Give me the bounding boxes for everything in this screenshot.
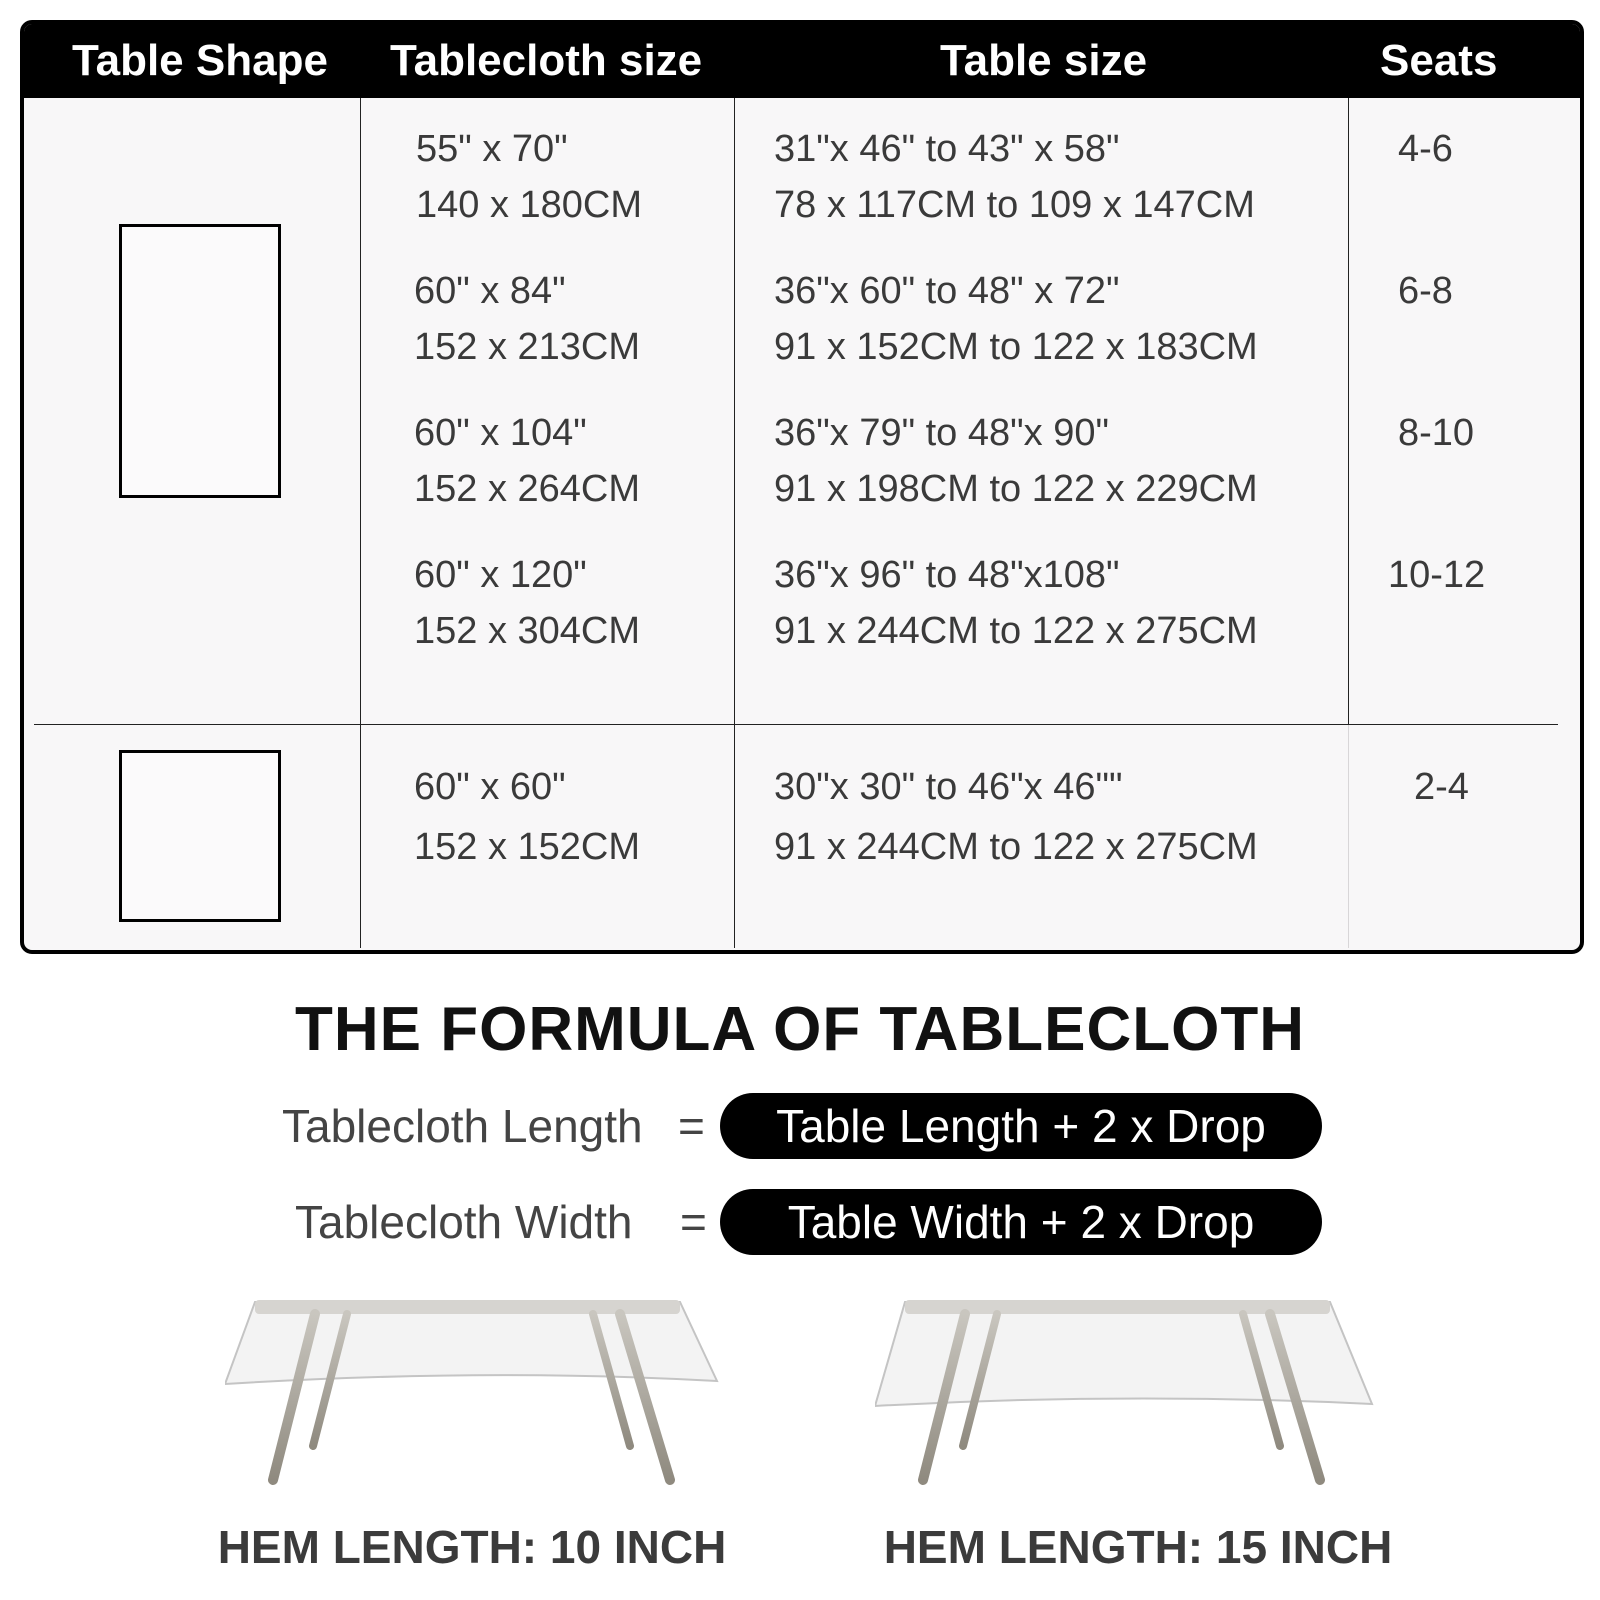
length-formula-pill: Table Length + 2 x Drop bbox=[720, 1093, 1322, 1159]
header-tablecloth-size: Tablecloth size bbox=[390, 36, 703, 85]
tablecloth-width-label: Tablecloth Width bbox=[295, 1196, 633, 1248]
column-divider bbox=[360, 98, 361, 724]
column-divider bbox=[360, 724, 361, 948]
header-table-size: Table size bbox=[940, 36, 1148, 85]
table-size-cell: 36"x 96" to 48"x108" 91 x 244CM to 122 x 275CM bbox=[774, 554, 1258, 652]
equals-sign: = bbox=[680, 1196, 707, 1248]
seats-cell: 8-10 bbox=[1398, 412, 1475, 454]
table-10-inch-hem-illustration bbox=[225, 1296, 725, 1496]
seats-cell: 2-4 bbox=[1414, 766, 1469, 808]
column-divider bbox=[1348, 98, 1349, 724]
column-divider bbox=[734, 724, 735, 948]
tablecloth-size-cell: 60" x 120" 152 x 304CM bbox=[414, 554, 641, 652]
formula-title: THE FORMULA OF TABLECLOTH bbox=[295, 995, 1305, 1064]
tablecloth-size-cell: 60" x 104" 152 x 264CM bbox=[414, 412, 641, 510]
header-seats: Seats bbox=[1380, 36, 1498, 85]
hem-length-10-label: HEM LENGTH: 10 INCH bbox=[217, 1521, 727, 1573]
seats-cell: 10-12 bbox=[1388, 554, 1486, 596]
square-table-shape bbox=[119, 750, 281, 922]
row-divider bbox=[34, 724, 1558, 725]
seats-cell: 4-6 bbox=[1398, 128, 1453, 170]
table-header bbox=[24, 24, 1580, 98]
table-size-cell: 36"x 60" to 48" x 72" 91 x 152CM to 122 x 183CM bbox=[774, 270, 1258, 368]
table-size-cell: 36"x 79" to 48"x 90" 91 x 198CM to 122 x 229CM bbox=[774, 412, 1258, 510]
size-table bbox=[20, 20, 1584, 954]
table-size-cell: 30"x 30" to 46"x 46"" 91 x 244CM to 122 x 275CM bbox=[774, 766, 1258, 868]
rectangle-table-shape bbox=[119, 224, 281, 498]
column-divider bbox=[1348, 724, 1349, 948]
equals-sign: = bbox=[678, 1100, 705, 1152]
hem-length-15-label: HEM LENGTH: 15 INCH bbox=[883, 1521, 1393, 1573]
tablecloth-size-cell: 60" x 60" 152 x 152CM bbox=[414, 766, 641, 868]
width-formula-pill: Table Width + 2 x Drop bbox=[720, 1189, 1322, 1255]
tablecloth-size-cell: 55" x 70" 140 x 180CM bbox=[416, 128, 643, 226]
seats-cell: 6-8 bbox=[1398, 270, 1453, 312]
header-table-shape: Table Shape bbox=[72, 36, 328, 85]
tablecloth-size-cell: 60" x 84" 152 x 213CM bbox=[414, 270, 641, 368]
table-15-inch-hem-illustration bbox=[875, 1296, 1375, 1496]
column-divider bbox=[734, 98, 735, 724]
table-size-cell: 31"x 46" to 43" x 58" 78 x 117CM to 109 x 147CM bbox=[774, 128, 1255, 226]
tablecloth-length-label: Tablecloth Length bbox=[282, 1100, 643, 1152]
